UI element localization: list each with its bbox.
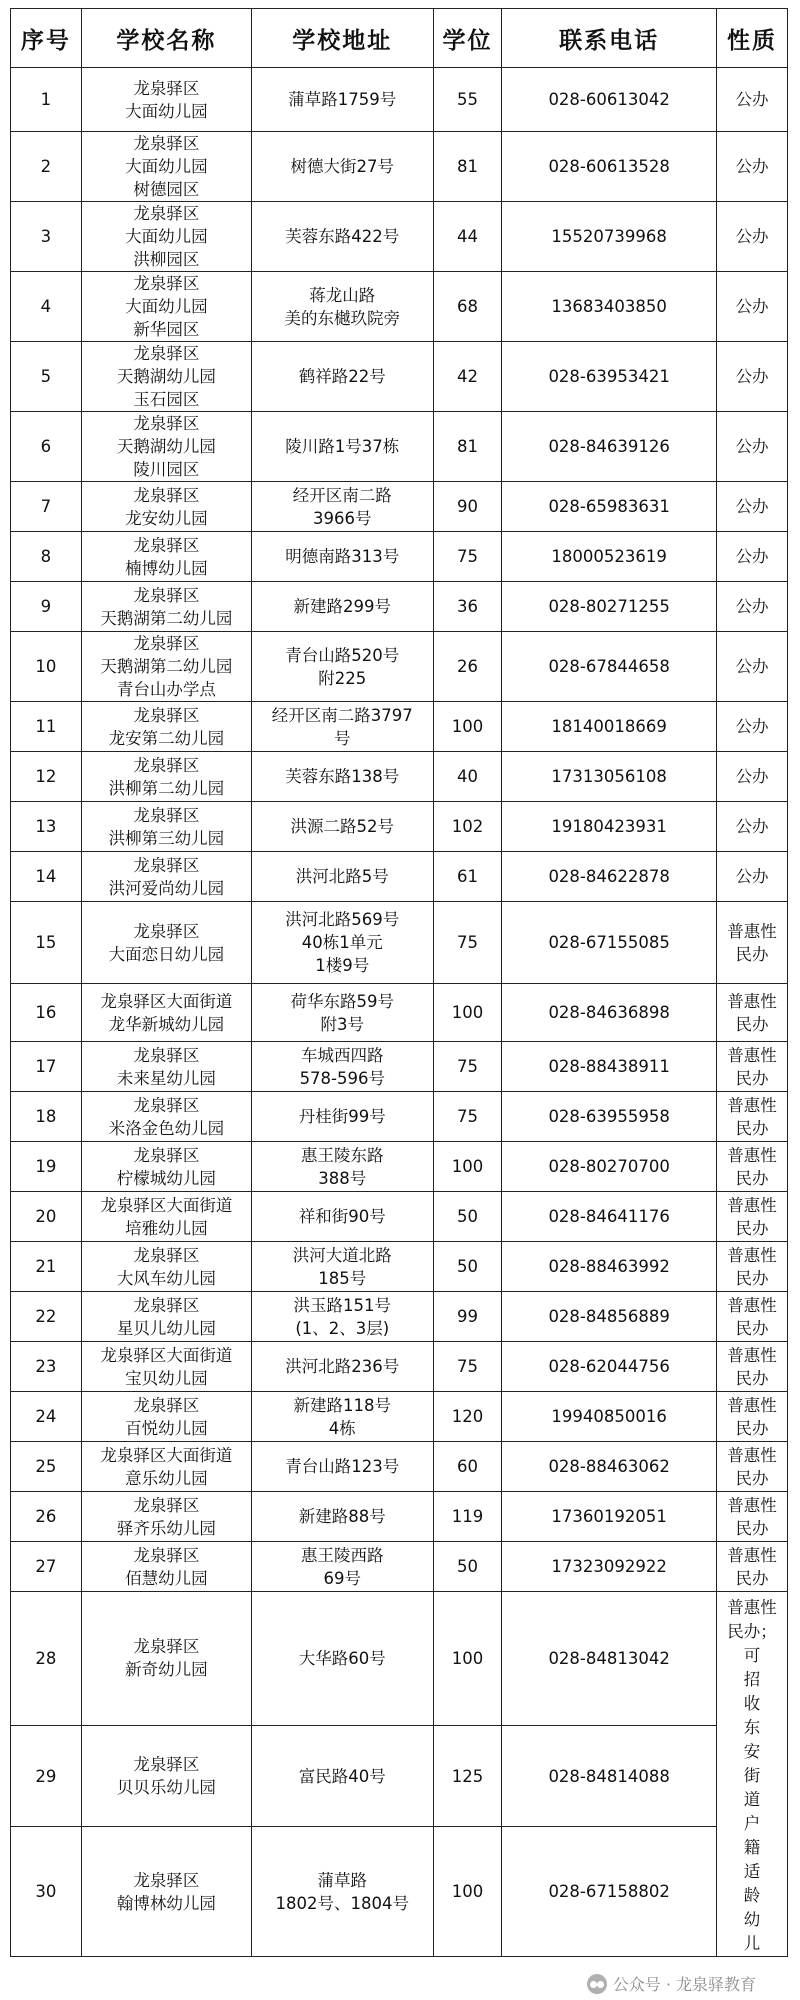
cell-seats: 40: [433, 752, 501, 802]
cell-type: 普惠性 民办: [717, 1092, 788, 1142]
cell-name: 龙泉驿区 龙安第二幼儿园: [81, 702, 251, 752]
cell-no: 27: [11, 1542, 82, 1592]
cell-phone: 18140018669: [502, 702, 717, 752]
cell-no: 24: [11, 1392, 82, 1442]
cell-no: 22: [11, 1292, 82, 1342]
cell-seats: 68: [433, 272, 501, 342]
cell-name: 龙泉驿区 天鹅湖第二幼儿园 青台山办学点: [81, 632, 251, 702]
cell-phone: 028-67158802: [502, 1827, 717, 1957]
table-row: [11, 1442, 788, 1492]
table-row: [11, 1392, 788, 1442]
cell-address: 惠王陵西路 69号: [251, 1542, 433, 1592]
cell-phone: 028-84813042: [502, 1592, 717, 1726]
kindergarten-table: [10, 8, 788, 1957]
cell-seats: 75: [433, 902, 501, 984]
cell-type: 公办: [717, 482, 788, 532]
cell-address: 芙蓉东路422号: [251, 202, 433, 272]
watermark: [587, 1972, 756, 1995]
table-row: [11, 1192, 788, 1242]
cell-address: 鹤祥路22号: [251, 342, 433, 412]
cell-type: 公办: [717, 532, 788, 582]
cell-seats: 120: [433, 1392, 501, 1442]
cell-no: 19: [11, 1142, 82, 1192]
cell-seats: 100: [433, 1827, 501, 1957]
cell-seats: 81: [433, 412, 501, 482]
cell-phone: 19180423931: [502, 802, 717, 852]
table-row: [11, 1492, 788, 1542]
cell-phone: 028-84814088: [502, 1725, 717, 1826]
cell-phone: 028-84622878: [502, 852, 717, 902]
cell-address: 芙蓉东路138号: [251, 752, 433, 802]
cell-name: 龙泉驿区 洪河爱尚幼儿园: [81, 852, 251, 902]
cell-no: 30: [11, 1827, 82, 1957]
cell-phone: 028-84641176: [502, 1192, 717, 1242]
cell-address: 青台山路520号 附225: [251, 632, 433, 702]
cell-name: 龙泉驿区 新奇幼儿园: [81, 1592, 251, 1726]
cell-address: 惠王陵东路 388号: [251, 1142, 433, 1192]
header-phone: 联系电话: [502, 9, 717, 68]
cell-seats: 75: [433, 1092, 501, 1142]
cell-name: 龙泉驿区 大风车幼儿园: [81, 1242, 251, 1292]
table-row: [11, 202, 788, 272]
cell-address: 大华路60号: [251, 1592, 433, 1726]
cell-no: 14: [11, 852, 82, 902]
table-row: [11, 852, 788, 902]
table-row: [11, 1042, 788, 1092]
cell-type-merged: 普惠性 民办； 可 招 收 东 安 街 道 户 籍 适 龄 幼 儿: [717, 1592, 788, 1957]
cell-type: 普惠性 民办: [717, 1142, 788, 1192]
cell-no: 2: [11, 132, 82, 202]
cell-phone: 028-65983631: [502, 482, 717, 532]
cell-address: 洪河北路236号: [251, 1342, 433, 1392]
cell-address: 经开区南二路3797 号: [251, 702, 433, 752]
cell-seats: 99: [433, 1292, 501, 1342]
table-row: [11, 1592, 788, 1726]
cell-phone: 028-63953421: [502, 342, 717, 412]
cell-name: 龙泉驿区 未来星幼儿园: [81, 1042, 251, 1092]
cell-type: 公办: [717, 802, 788, 852]
cell-no: 11: [11, 702, 82, 752]
cell-address: 经开区南二路 3966号: [251, 482, 433, 532]
cell-address: 富民路40号: [251, 1725, 433, 1826]
cell-seats: 55: [433, 68, 501, 132]
table-row: [11, 752, 788, 802]
table-row: [11, 1342, 788, 1392]
table-row: [11, 582, 788, 632]
cell-phone: 028-63955958: [502, 1092, 717, 1142]
cell-phone: 028-84856889: [502, 1292, 717, 1342]
cell-no: 15: [11, 902, 82, 984]
cell-no: 9: [11, 582, 82, 632]
cell-phone: 028-67155085: [502, 902, 717, 984]
cell-type: 公办: [717, 702, 788, 752]
cell-name: 龙泉驿区 大面恋日幼儿园: [81, 902, 251, 984]
cell-name: 龙泉驿区 佰慧幼儿园: [81, 1542, 251, 1592]
cell-type: 普惠性 民办: [717, 1292, 788, 1342]
cell-phone: 17313056108: [502, 752, 717, 802]
cell-address: 洪河大道北路 185号: [251, 1242, 433, 1292]
cell-name: 龙泉驿区大面街道 龙华新城幼儿园: [81, 984, 251, 1042]
cell-seats: 50: [433, 1242, 501, 1292]
table-row: [11, 132, 788, 202]
cell-phone: 028-88463062: [502, 1442, 717, 1492]
cell-type: 公办: [717, 342, 788, 412]
cell-type: 普惠性 民办: [717, 1342, 788, 1392]
cell-seats: 61: [433, 852, 501, 902]
cell-name: 龙泉驿区 星贝儿幼儿园: [81, 1292, 251, 1342]
cell-phone: 028-80270700: [502, 1142, 717, 1192]
table-row: [11, 482, 788, 532]
cell-seats: 119: [433, 1492, 501, 1542]
cell-address: 蒲草路 1802号、1804号: [251, 1827, 433, 1957]
table-row: [11, 1242, 788, 1292]
cell-no: 12: [11, 752, 82, 802]
cell-address: 洪玉路151号 (1、2、3层): [251, 1292, 433, 1342]
cell-seats: 26: [433, 632, 501, 702]
cell-address: 丹桂街99号: [251, 1092, 433, 1142]
cell-address: 蒋龙山路 美的东樾玖院旁: [251, 272, 433, 342]
cell-address: 明德南路313号: [251, 532, 433, 582]
cell-seats: 100: [433, 702, 501, 752]
cell-phone: 028-80271255: [502, 582, 717, 632]
cell-no: 1: [11, 68, 82, 132]
cell-seats: 90: [433, 482, 501, 532]
cell-name: 龙泉驿区 百悦幼儿园: [81, 1392, 251, 1442]
cell-address: 青台山路123号: [251, 1442, 433, 1492]
table-row: [11, 702, 788, 752]
cell-type: 普惠性 民办: [717, 1192, 788, 1242]
cell-type: 普惠性 民办: [717, 1392, 788, 1442]
table-body: [11, 68, 788, 1957]
cell-seats: 100: [433, 984, 501, 1042]
cell-type: 普惠性 民办: [717, 984, 788, 1042]
cell-no: 10: [11, 632, 82, 702]
cell-seats: 100: [433, 1142, 501, 1192]
cell-phone: 17323092922: [502, 1542, 717, 1592]
cell-no: 16: [11, 984, 82, 1042]
cell-seats: 50: [433, 1542, 501, 1592]
cell-name: 龙泉驿区 大面幼儿园 洪柳园区: [81, 202, 251, 272]
cell-name: 龙泉驿区 洪柳第二幼儿园: [81, 752, 251, 802]
cell-type: 普惠性 民办: [717, 1542, 788, 1592]
table-row: [11, 412, 788, 482]
cell-type: 公办: [717, 412, 788, 482]
cell-no: 25: [11, 1442, 82, 1492]
cell-no: 21: [11, 1242, 82, 1292]
cell-name: 龙泉驿区大面街道 意乐幼儿园: [81, 1442, 251, 1492]
table-row: [11, 1292, 788, 1342]
cell-type: 公办: [717, 752, 788, 802]
table-row: [11, 342, 788, 412]
cell-phone: 028-88438911: [502, 1042, 717, 1092]
cell-phone: 028-67844658: [502, 632, 717, 702]
cell-seats: 50: [433, 1192, 501, 1242]
cell-type: 公办: [717, 132, 788, 202]
cell-name: 龙泉驿区 天鹅湖幼儿园 玉石园区: [81, 342, 251, 412]
cell-name: 龙泉驿区 天鹅湖第二幼儿园: [81, 582, 251, 632]
header-name: 学校名称: [81, 9, 251, 68]
cell-phone: 13683403850: [502, 272, 717, 342]
table-header-row: [11, 9, 788, 68]
cell-no: 3: [11, 202, 82, 272]
cell-type: 公办: [717, 68, 788, 132]
cell-seats: 102: [433, 802, 501, 852]
cell-seats: 125: [433, 1725, 501, 1826]
cell-phone: 028-60613042: [502, 68, 717, 132]
table-row: [11, 272, 788, 342]
cell-name: 龙泉驿区 大面幼儿园 新华园区: [81, 272, 251, 342]
cell-phone: 028-84639126: [502, 412, 717, 482]
cell-type: 普惠性 民办: [717, 1492, 788, 1542]
table-row: [11, 632, 788, 702]
cell-seats: 75: [433, 1042, 501, 1092]
cell-no: 8: [11, 532, 82, 582]
cell-type: 公办: [717, 582, 788, 632]
cell-address: 新建路88号: [251, 1492, 433, 1542]
cell-no: 4: [11, 272, 82, 342]
cell-address: 蒲草路1759号: [251, 68, 433, 132]
cell-seats: 60: [433, 1442, 501, 1492]
cell-type: 普惠性 民办: [717, 1042, 788, 1092]
table-row: [11, 68, 788, 132]
cell-no: 13: [11, 802, 82, 852]
cell-no: 23: [11, 1342, 82, 1392]
cell-type: 普惠性 民办: [717, 1242, 788, 1292]
cell-phone: 028-84636898: [502, 984, 717, 1042]
cell-address: 洪河北路5号: [251, 852, 433, 902]
cell-phone: 028-62044756: [502, 1342, 717, 1392]
table-row: [11, 902, 788, 984]
cell-seats: 44: [433, 202, 501, 272]
cell-no: 28: [11, 1592, 82, 1726]
wechat-icon: [587, 1974, 607, 1994]
table-row: [11, 802, 788, 852]
cell-name: 龙泉驿区 翰博林幼儿园: [81, 1827, 251, 1957]
table-row: [11, 532, 788, 582]
cell-type: 普惠性 民办: [717, 1442, 788, 1492]
cell-name: 龙泉驿区 米洛金色幼儿园: [81, 1092, 251, 1142]
cell-no: 17: [11, 1042, 82, 1092]
cell-seats: 75: [433, 1342, 501, 1392]
cell-address: 洪河北路569号 40栋1单元 1楼9号: [251, 902, 433, 984]
table-row: [11, 1827, 788, 1957]
cell-name: 龙泉驿区大面街道 培雅幼儿园: [81, 1192, 251, 1242]
cell-seats: 100: [433, 1592, 501, 1726]
header-type: 性质: [717, 9, 788, 68]
cell-address: 洪源二路52号: [251, 802, 433, 852]
cell-seats: 75: [433, 532, 501, 582]
table-row: [11, 1725, 788, 1826]
cell-address: 荷华东路59号 附3号: [251, 984, 433, 1042]
cell-name: 龙泉驿区 贝贝乐幼儿园: [81, 1725, 251, 1826]
cell-address: 陵川路1号37栋: [251, 412, 433, 482]
cell-name: 龙泉驿区 龙安幼儿园: [81, 482, 251, 532]
cell-address: 车城西四路 578-596号: [251, 1042, 433, 1092]
cell-address: 新建路118号 4栋: [251, 1392, 433, 1442]
header-no: 序号: [11, 9, 82, 68]
cell-no: 6: [11, 412, 82, 482]
watermark-text: 公众号 · 龙泉驿教育: [612, 1975, 756, 1994]
table-row: [11, 1542, 788, 1592]
cell-name: 龙泉驿区 天鹅湖幼儿园 陵川园区: [81, 412, 251, 482]
cell-no: 20: [11, 1192, 82, 1242]
cell-phone: 15520739968: [502, 202, 717, 272]
cell-seats: 42: [433, 342, 501, 412]
cell-no: 5: [11, 342, 82, 412]
cell-no: 26: [11, 1492, 82, 1542]
cell-name: 龙泉驿区大面街道 宝贝幼儿园: [81, 1342, 251, 1392]
cell-phone: 028-60613528: [502, 132, 717, 202]
table-row: [11, 984, 788, 1042]
cell-name: 龙泉驿区 大面幼儿园 树德园区: [81, 132, 251, 202]
cell-address: 祥和街90号: [251, 1192, 433, 1242]
cell-phone: 18000523619: [502, 532, 717, 582]
cell-name: 龙泉驿区 楠博幼儿园: [81, 532, 251, 582]
cell-type: 公办: [717, 272, 788, 342]
table-row: [11, 1092, 788, 1142]
cell-name: 龙泉驿区 柠檬城幼儿园: [81, 1142, 251, 1192]
cell-name: 龙泉驿区 洪柳第三幼儿园: [81, 802, 251, 852]
cell-no: 29: [11, 1725, 82, 1826]
cell-name: 龙泉驿区 驿齐乐幼儿园: [81, 1492, 251, 1542]
cell-type: 公办: [717, 202, 788, 272]
cell-address: 树德大街27号: [251, 132, 433, 202]
cell-seats: 81: [433, 132, 501, 202]
cell-type: 公办: [717, 852, 788, 902]
cell-seats: 36: [433, 582, 501, 632]
header-address: 学校地址: [251, 9, 433, 68]
cell-phone: 17360192051: [502, 1492, 717, 1542]
header-seats: 学位: [433, 9, 501, 68]
cell-phone: 028-88463992: [502, 1242, 717, 1292]
cell-no: 18: [11, 1092, 82, 1142]
cell-no: 7: [11, 482, 82, 532]
cell-address: 新建路299号: [251, 582, 433, 632]
cell-type: 普惠性 民办: [717, 902, 788, 984]
table-row: [11, 1142, 788, 1192]
cell-name: 龙泉驿区 大面幼儿园: [81, 68, 251, 132]
cell-phone: 19940850016: [502, 1392, 717, 1442]
cell-type: 公办: [717, 632, 788, 702]
